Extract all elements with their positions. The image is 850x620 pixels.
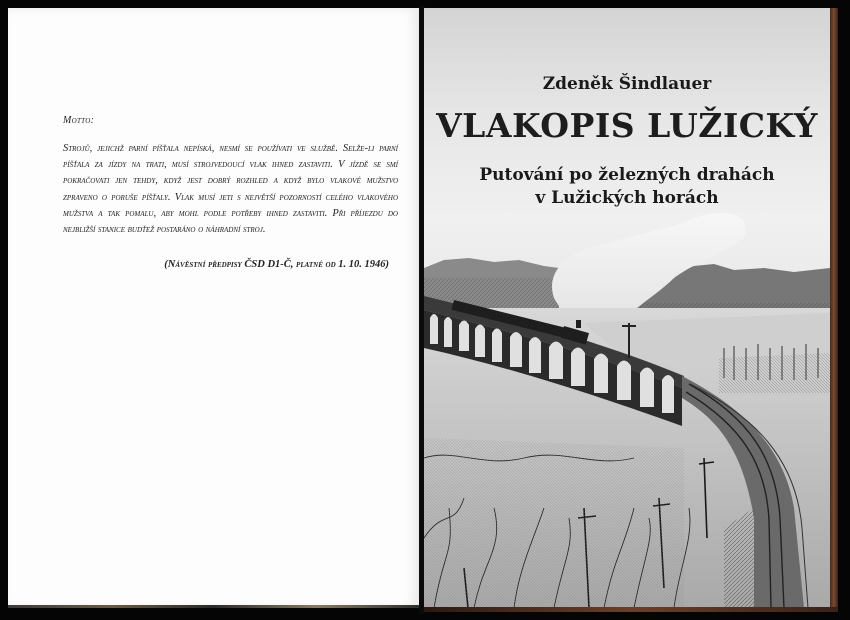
motto-text: Strojů, jejichž parní píšťala nepíská, nesmí se používati ve službě. Selže-li parní píšťala za jízdy na trati, musí strojvedoucí vlak ihned zastaviti. V jízdě se smí pokračovati jen tehdy, když jest dobrý rozhled a když bylo vlakové mužstvo zpraveno o poruše píšťaly. Vlak musí jeti s největší pozorností celého vlakového mužstva a tak pomalu, aby mohl podle potřeby ihned zastaviti. Při příjezdu do nejbližší stanice budťež postaráno o náhradní stroj. — [63, 143, 399, 236]
cover-title: VLAKOPIS LUŽICKÝ — [436, 106, 818, 145]
cover-subtitle-line1: Putování po železných drahách — [479, 165, 775, 185]
cover-edge — [830, 8, 838, 610]
railway-viaduct-illustration — [424, 208, 830, 608]
page-edge-strip — [8, 605, 419, 608]
book-cover — [424, 8, 830, 608]
cover-bottom-edge — [424, 607, 838, 612]
left-page — [8, 8, 419, 608]
cover-author: Zdeněk Šindlauer — [542, 74, 712, 94]
cover-subtitle-line2: v Lužických horách — [535, 188, 719, 208]
motto-source: (Návěstní předpisy ČSD D1-Č, platné od 1. 10. 1946) — [164, 259, 389, 270]
motto-label: Motto: — [63, 115, 95, 126]
